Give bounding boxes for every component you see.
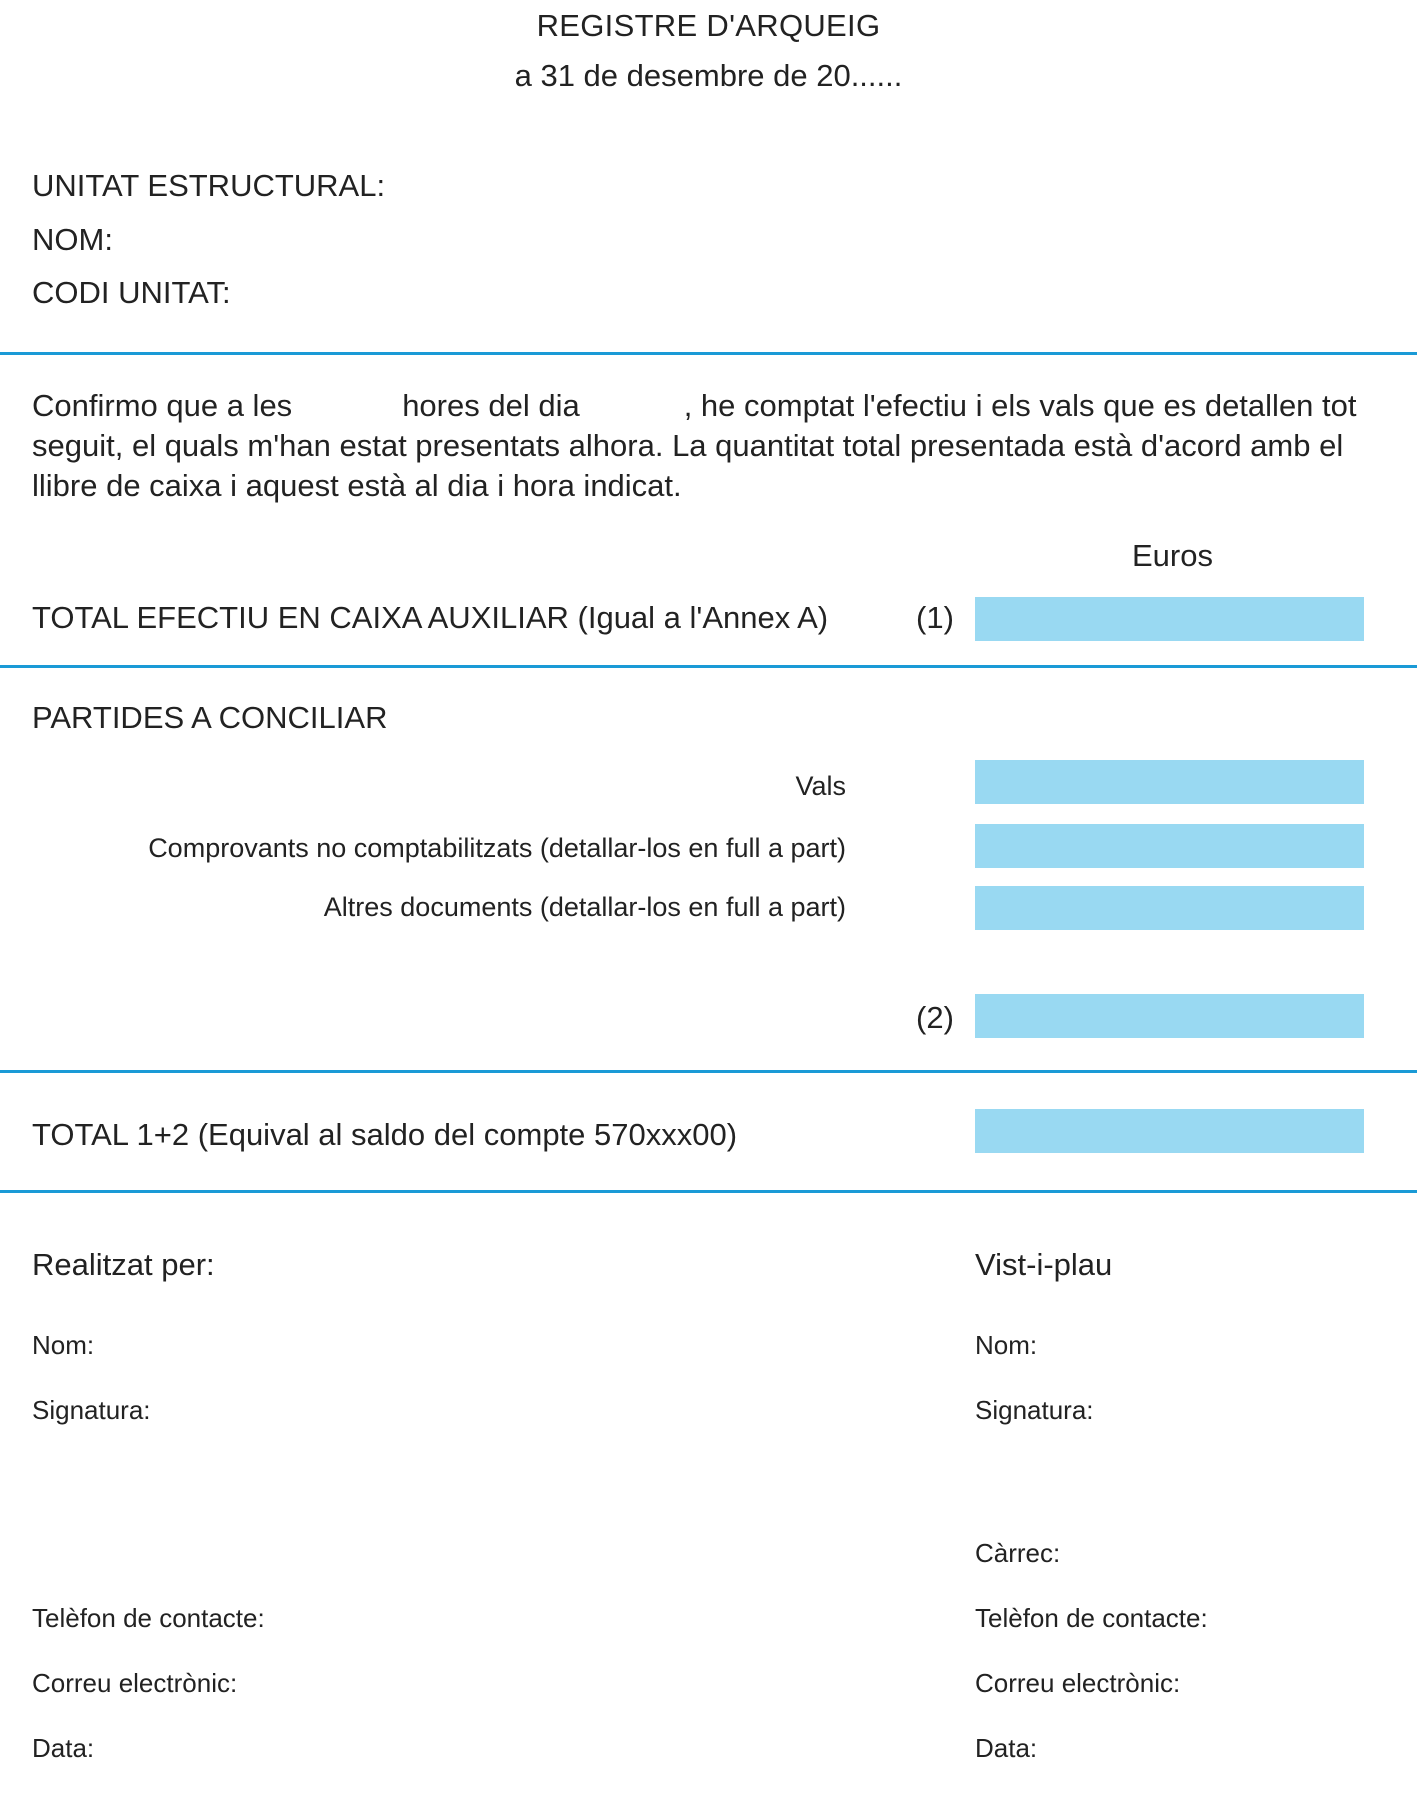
performer-phone-label: Telèfon de contacte: — [32, 1603, 265, 1633]
other-documents-label: Altres documents (detallar-los en full a part) — [323, 892, 846, 922]
approval-heading: Vist-i-plau — [975, 1247, 1113, 1282]
approver-name-label: Nom: — [975, 1330, 1038, 1360]
statement-paragraph — [32, 386, 1372, 506]
approver-position-label: Càrrec: — [975, 1538, 1061, 1568]
statement-part1: Confirmo que a les — [32, 388, 293, 423]
divider — [0, 665, 1417, 668]
page-subtitle: a 31 de desembre de 20...... — [514, 58, 903, 93]
cash-total-field[interactable] — [975, 597, 1364, 641]
approver-signature-label: Signatura: — [975, 1395, 1094, 1425]
grand-total-label: TOTAL 1+2 (Equival al saldo del compte 570xxx00) — [32, 1117, 738, 1152]
statement-part2: hores del dia — [402, 388, 580, 423]
grand-total-field[interactable] — [975, 1109, 1364, 1153]
unrecorded-receipts-label: Comprovants no comptabilitzats (detallar-los en full a part) — [148, 833, 846, 863]
unit-code-label: CODI UNITAT: — [32, 275, 231, 310]
cash-total-label: TOTAL EFECTIU EN CAIXA AUXILIAR (Igual a l'Annex A) — [32, 600, 829, 635]
performed-by-heading: Realitzat per: — [32, 1247, 215, 1282]
cash-total-ref: (1) — [916, 600, 954, 635]
currency-label: Euros — [1132, 538, 1213, 573]
divider — [0, 1190, 1417, 1193]
structural-unit-label: UNITAT ESTRUCTURAL: — [32, 168, 386, 203]
unrecorded-receipts-field[interactable] — [975, 824, 1364, 868]
approver-email-label: Correu electrònic: — [975, 1668, 1181, 1698]
performer-date-label: Data: — [32, 1733, 95, 1763]
approver-phone-label: Telèfon de contacte: — [975, 1603, 1208, 1633]
statement-part3: , he comptat l'efectiu i els vals que es detallen tot seguit, el quals m'han estat presentats alhora. La quantitat total presentada està d'acord amb el llibre de caixa i aquest està al dia i hora indicat. — [32, 388, 1357, 503]
performer-signature-label: Signatura: — [32, 1395, 151, 1425]
divider — [0, 1070, 1417, 1073]
page-title: REGISTRE D'ARQUEIG — [536, 8, 881, 43]
subtotal-field[interactable] — [975, 994, 1364, 1038]
performer-email-label: Correu electrònic: — [32, 1668, 238, 1698]
approver-date-label: Data: — [975, 1733, 1038, 1763]
vouchers-field[interactable] — [975, 760, 1364, 804]
subtotal-ref: (2) — [916, 1000, 954, 1035]
vouchers-label: Vals — [795, 771, 846, 801]
reconcile-heading: PARTIDES A CONCILIAR — [32, 700, 388, 735]
performer-name-label: Nom: — [32, 1330, 95, 1360]
unit-name-label: NOM: — [32, 222, 113, 257]
other-documents-field[interactable] — [975, 886, 1364, 930]
divider — [0, 352, 1417, 355]
